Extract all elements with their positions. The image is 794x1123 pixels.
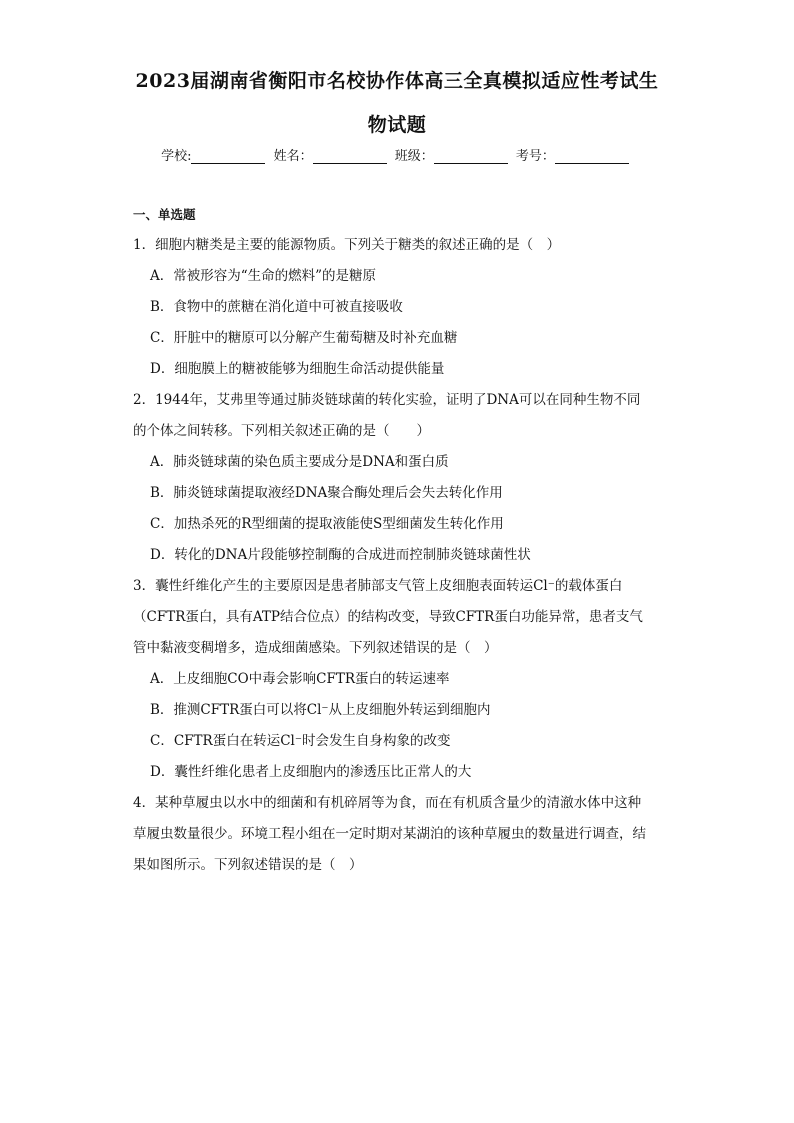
question-2-option-d: D．转化的DNA片段能够控制酶的合成进而控制肺炎链球菌性状: [150, 547, 531, 563]
section-title: 一、单选题: [133, 207, 196, 222]
exam-title-line-1: 2023届湖南省衡阳市名校协作体高三全真模拟适应性考试生: [135, 70, 659, 92]
name-label: 姓名：: [273, 149, 313, 164]
question-3-stem-line-2: （CFTR蛋白，具有ATP结合位点）的结构改变，导致CFTR蛋白功能异常，患者支气: [133, 609, 643, 625]
exam-title-line-2: 物试题: [367, 114, 427, 136]
question-3-stem-line-3: 管中黏液变稠增多，造成细菌感染。下列叙述错误的是（ ）: [133, 640, 498, 656]
question-3-stem-line-1: 3．囊性纤维化产生的主要原因是患者肺部支气管上皮细胞表面转运Cl⁻的载体蛋白: [133, 578, 623, 594]
class-label: 班级：: [394, 149, 434, 164]
question-3-option-b: B．推测CFTR蛋白可以将Cl⁻从上皮细胞外转运到细胞内: [150, 702, 491, 718]
question-4-stem-line-1: 4．某种草履虫以水中的细菌和有机碎屑等为食，而在有机质含量少的清澈水体中这种: [133, 795, 642, 811]
question-3-option-a: A．上皮细胞CO中毒会影响CFTR蛋白的转运速率: [150, 671, 450, 687]
question-2-option-c: C．加热杀死的R型细菌的提取液能使S型细菌发生转化作用: [150, 516, 504, 532]
question-1-option-a: A．常被形容为“生命的燃料”的是糖原: [150, 268, 377, 284]
class-blank[interactable]: [434, 149, 508, 164]
question-4-stem-line-2: 草履虫数量很少。环境工程小组在一定时期对某湖泊的该种草履虫的数量进行调查，结: [133, 826, 646, 842]
question-4-stem-line-3: 果如图所示。下列叙述错误的是（ ）: [133, 857, 363, 873]
question-3-option-d: D．囊性纤维化患者上皮细胞内的渗透压比正常人的大: [150, 764, 472, 780]
name-blank[interactable]: [313, 149, 387, 164]
question-2-stem-line-2: 的个体之间转移。下列相关叙述正确的是（ ）: [133, 423, 430, 439]
school-blank[interactable]: [191, 149, 265, 164]
question-2-option-a: A．肺炎链球菌的染色质主要成分是DNA和蛋白质: [150, 454, 449, 470]
question-1-option-b: B．食物中的蔗糖在消化道中可被直接吸收: [150, 299, 403, 315]
question-3-option-c: C．CFTR蛋白在转运Cl⁻时会发生自身构象的改变: [150, 733, 451, 749]
question-1-stem: 1．细胞内糖类是主要的能源物质。下列关于糖类的叙述正确的是（ ）: [133, 237, 561, 253]
question-2-option-b: B．肺炎链球菌提取液经DNA聚合酶处理后会失去转化作用: [150, 485, 503, 501]
question-2-stem-line-1: 2．1944年，艾弗里等通过肺炎链球菌的转化实验，证明了DNA可以在同种生物不同: [133, 392, 641, 408]
school-label: 学校:: [161, 149, 192, 164]
exam-number-label: 考号：: [515, 149, 555, 164]
exam-number-blank[interactable]: [555, 149, 629, 164]
question-1-option-d: D．细胞膜上的糖被能够为细胞生命活动提供能量: [150, 361, 445, 377]
student-info-row: [0, 145, 794, 164]
question-1-option-c: C．肝脏中的糖原可以分解产生葡萄糖及时补充血糖: [150, 330, 458, 346]
